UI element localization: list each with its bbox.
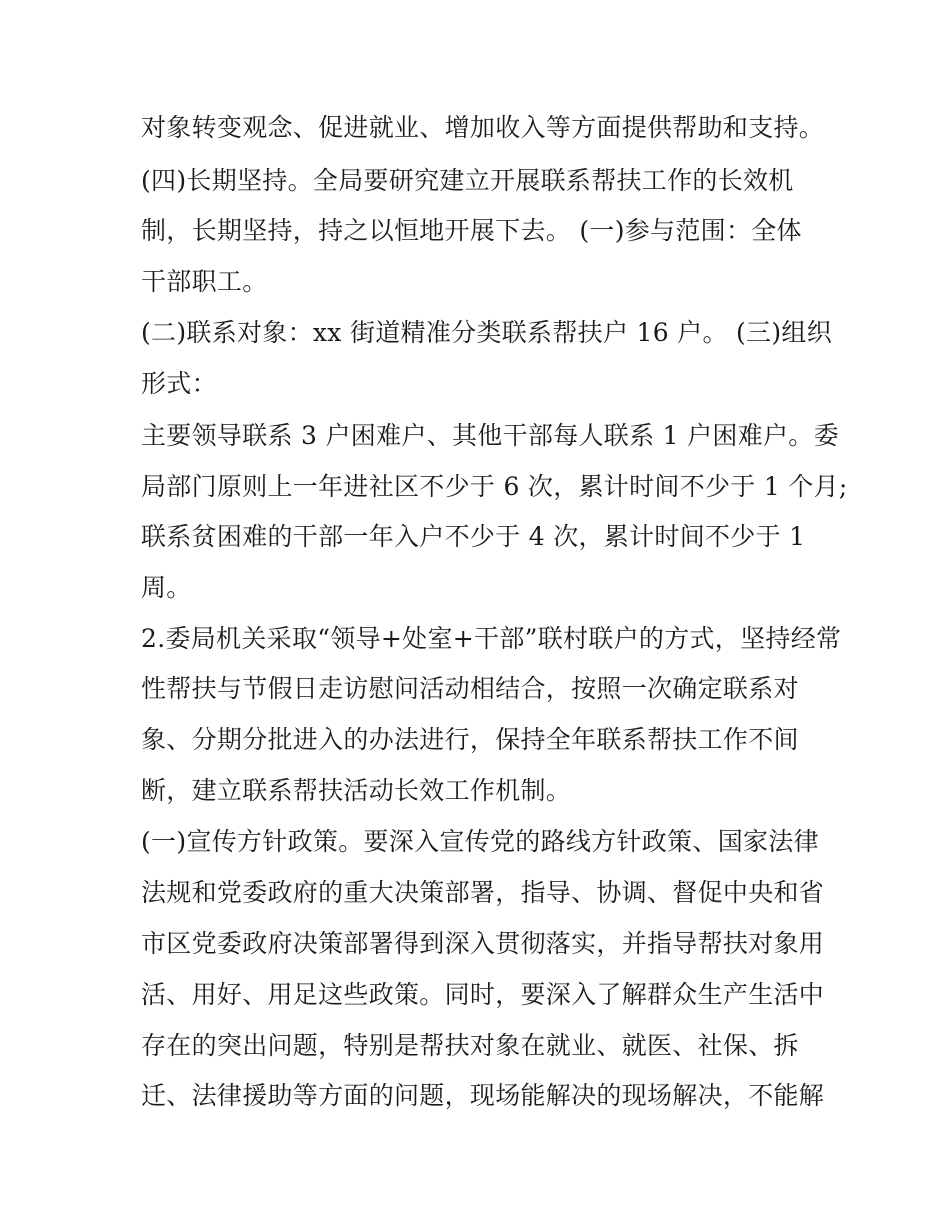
text-line-5: (二)联系对象：xx 街道精准分类联系帮扶户 16 户。 (三)组织	[141, 318, 833, 347]
text-line-15: (一)宣传方针政策。要深入宣传党的路线方针政策、国家法律	[141, 827, 819, 856]
text-line-11: 2.委局机关采取“领导+处室+干部”联村联户的方式，坚持经常	[141, 624, 842, 653]
text-line-14: 断，建立联系帮扶活动长效工作机制。	[141, 776, 572, 805]
text-line-8: 局部门原则上一年进社区不少于 6 次，累计时间不少于 1 个月;	[141, 472, 848, 501]
text-line-13: 象、分期分批进入的办法进行，保持全年联系帮扶工作不间	[141, 725, 799, 754]
text-line-17: 市区党委政府决策部署得到深入贯彻落实，并指导帮扶对象用	[141, 929, 825, 958]
text-line-2: (四)长期坚持。全局要研究建立开展联系帮扶工作的长效机	[141, 166, 794, 195]
text-line-10: 周。	[141, 573, 192, 602]
text-line-9: 联系贫困难的干部一年入户不少于 4 次，累计时间不少于 1	[141, 522, 806, 551]
text-line-12: 性帮扶与节假日走访慰问活动相结合，按照一次确定联系对	[141, 674, 799, 703]
text-line-16: 法规和党委政府的重大决策部署，指导、协调、督促中央和省	[141, 878, 825, 907]
text-line-18: 活、用好、用足这些政策。同时，要深入了解群众生产生活中	[141, 980, 825, 1009]
text-line-7: 主要领导联系 3 户困难户、其他干部每人联系 1 户困难户。委	[141, 421, 839, 450]
text-line-4: 干部职工。	[141, 267, 268, 296]
text-line-20: 迁、法律援助等方面的问题，现场能解决的现场解决，不能解	[141, 1081, 825, 1110]
text-line-3: 制，长期坚持，持之以恒地开展下去。 (一)参与范围：全体	[141, 216, 802, 245]
text-line-6: 形式：	[141, 369, 217, 398]
text-line-1: 对象转变观念、促进就业、增加收入等方面提供帮助和支持。	[141, 113, 825, 142]
text-line-19: 存在的突出问题，特别是帮扶对象在就业、就医、社保、拆	[141, 1031, 799, 1060]
